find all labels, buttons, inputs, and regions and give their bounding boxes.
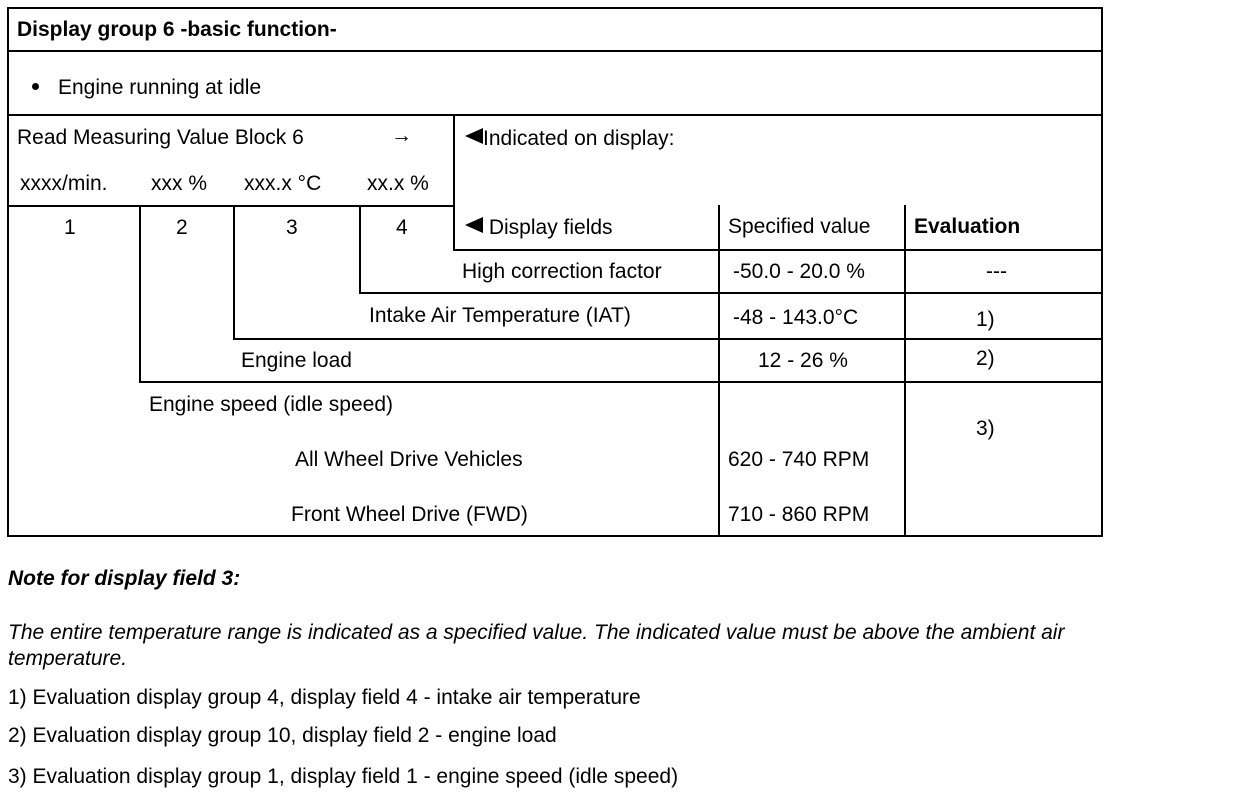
table-border-top: [7, 7, 1103, 9]
specified-value-header: Specified value: [728, 215, 871, 238]
footnote-1: 1) Evaluation display group 4, display field 4 - intake air temperature: [8, 686, 641, 709]
display-fields-header: [465, 217, 613, 238]
row-engine-load-eval: 2): [976, 347, 995, 370]
row-awd-name: All Wheel Drive Vehicles: [295, 448, 523, 471]
table-border-left: [7, 7, 9, 537]
row-iat-value: -48 - 143.0°C: [733, 306, 859, 329]
row-fwd-value: 710 - 860 RPM: [728, 503, 870, 526]
row-engine-load-value: 12 - 26 %: [758, 349, 848, 372]
leader-field-4: [359, 205, 361, 294]
row-iat-name: Intake Air Temperature (IAT): [369, 304, 631, 327]
footnote-3: 3) Evaluation display group 1, display field 1 - engine speed (idle speed): [8, 765, 679, 788]
row-iat-eval: 1): [976, 308, 995, 331]
row-engine-speed-eval: 3): [976, 417, 995, 440]
divider-row3: [139, 381, 1103, 383]
leader-field-3: [233, 205, 235, 340]
read-block-label: Read Measuring Value Block 6: [17, 126, 304, 149]
leader-field-2: [139, 205, 141, 383]
indicated-on-display: [465, 128, 674, 149]
condition-text: Engine running at idle: [58, 76, 262, 99]
row-high-correction-value: -50.0 - 20.0 %: [733, 260, 865, 283]
left-pointer-triangle-icon: [465, 217, 483, 233]
row-fwd-name: Front Wheel Drive (FWD): [291, 503, 528, 526]
display-group-title: Display group 6 -basic function-: [17, 18, 337, 41]
field-number-1: 1: [64, 216, 76, 239]
indicated-label: Indicated on display:: [483, 127, 675, 150]
divider-condition: [7, 114, 1103, 116]
divider-headers: [453, 249, 1103, 251]
divider-row2: [233, 338, 1103, 340]
divider-row1: [359, 292, 1103, 294]
row-engine-load-name: Engine load: [241, 349, 352, 372]
note-text-line1: The entire temperature range is indicated as a specified value. The indicated value must be above the ambient air: [8, 621, 1065, 644]
right-arrow-icon: →: [391, 124, 412, 147]
unit-field-1: xxxx/min.: [20, 172, 108, 195]
row-engine-speed-name: Engine speed (idle speed): [149, 393, 394, 416]
display-fields-label: Display fields: [488, 216, 613, 239]
divider-units: [7, 205, 454, 207]
divider-evaluation: [904, 205, 906, 537]
note-heading: Note for display field 3:: [8, 567, 241, 590]
divider-title: [7, 50, 1103, 52]
left-pointer-triangle-icon: [465, 128, 483, 144]
divider-indicated: [453, 114, 455, 251]
evaluation-header: Evaluation: [914, 215, 1021, 238]
row-awd-value: 620 - 740 RPM: [728, 448, 870, 471]
footnote-2: 2) Evaluation display group 10, display field 2 - engine load: [8, 724, 557, 747]
divider-specified: [718, 205, 720, 537]
field-number-3: 3: [286, 216, 298, 239]
unit-field-4: xx.x %: [367, 172, 429, 195]
row-high-correction-eval: ---: [986, 260, 1007, 283]
field-number-4: 4: [396, 216, 408, 239]
field-number-2: 2: [176, 216, 188, 239]
unit-field-2: xxx %: [151, 172, 208, 195]
note-text-line2: temperature.: [8, 647, 128, 670]
table-border-bottom: [7, 535, 1103, 537]
table-border-right: [1101, 7, 1103, 537]
bullet-icon: [32, 83, 39, 90]
row-high-correction-name: High correction factor: [462, 260, 662, 283]
unit-field-3: xxx.x °C: [244, 172, 322, 195]
